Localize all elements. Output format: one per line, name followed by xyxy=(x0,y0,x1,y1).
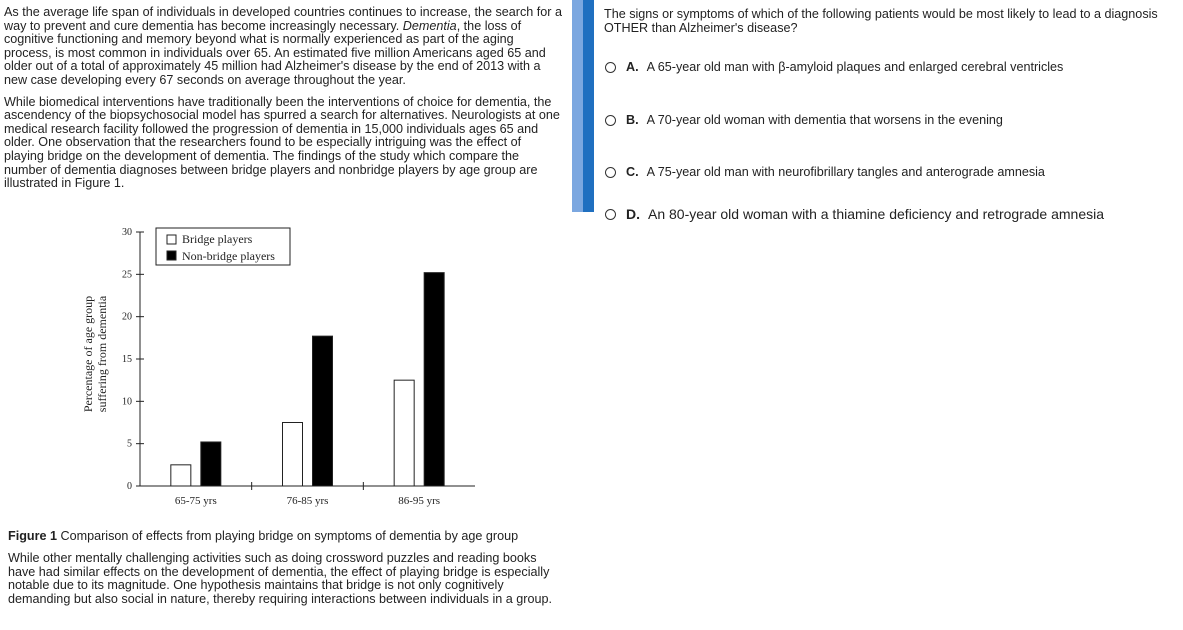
y-tick-label: 15 xyxy=(122,354,132,365)
legend-label-bridge: Bridge players xyxy=(182,232,253,246)
radio-icon[interactable] xyxy=(605,209,616,220)
y-tick-label: 5 xyxy=(127,438,132,450)
x-tick-label: 65-75 yrs xyxy=(174,495,217,507)
bar-bridge-1 xyxy=(283,423,303,487)
legend-swatch-nonbridge xyxy=(167,251,176,260)
x-tick-label: 76-85 yrs xyxy=(286,495,329,507)
x-tick-label: 86-95 yrs xyxy=(398,495,441,507)
passage xyxy=(4,6,564,199)
x-tick-labels xyxy=(175,495,440,507)
y-axis-label-1: Percentage of age group xyxy=(81,295,95,413)
figure-caption: Figure 1 Comparison of effects from playing bridge on symptoms of dementia by age group xyxy=(8,529,519,543)
legend-swatch-bridge xyxy=(167,235,176,244)
passage-paragraph-2: While biomedical interventions have traditionally been the interventions of choice for dementia, the ascendency of the biopsychosocial model has spurred a search for alternatives. Neurologists at one medical research facility followed the progression of dementia in 15,000 individuals ages 65 and older. One observation that the researchers found to be especially intriguing was the effect of playing bridge on the development of dementia. The findings of the study which compare the number of dementia diagnoses between bridge players and nonbridge players by age group are illustrated in Figure 1. xyxy=(4,94,560,191)
radio-icon[interactable] xyxy=(605,167,616,178)
bar-bridge-2 xyxy=(394,380,414,486)
bar-nonbridge-2 xyxy=(424,273,444,486)
pane-divider[interactable] xyxy=(572,0,594,212)
option-c[interactable]: C. A 75-year old man with neurofibrillary tangles and anterograde amnesia xyxy=(605,165,1045,179)
bar-bridge-0 xyxy=(171,465,191,486)
y-tick-label: 20 xyxy=(122,311,132,323)
option-b[interactable]: B. A 70-year old woman with dementia that worsens in the evening xyxy=(605,113,1003,127)
chart-legend xyxy=(156,228,290,265)
option-a[interactable]: A. A 65-year old man with β-amyloid plaques and enlarged cerebral ventricles xyxy=(605,60,1063,74)
dementia-term: Dementia xyxy=(402,18,457,33)
passage-paragraph-1: As the average life span of individuals in developed countries continues to increase, the search for a way to prevent and cure dementia has become increasingly necessary. Dementia, the loss of cognitive functioning and memory beyond what is normally experienced as part of the aging process, is most common in individuals over 65. An estimated five million Americans aged 65 and older out of a total of approximately 45 million had Alzheimer's disease by the end of 2013 with a new case developing every 67 seconds on average throughout the year. xyxy=(4,5,562,87)
bar-nonbridge-1 xyxy=(313,336,333,486)
option-d[interactable]: D. An 80-year old woman with a thiamine deficiency and retrograde amnesia xyxy=(605,206,1104,222)
radio-icon[interactable] xyxy=(605,62,616,73)
y-axis-label-2: suffering from dementia xyxy=(95,295,109,413)
y-tick-label: 0 xyxy=(127,481,132,492)
y-tick-label: 30 xyxy=(122,227,132,238)
y-tick-label: 25 xyxy=(122,269,132,281)
chart-bars xyxy=(171,273,444,486)
bar-nonbridge-0 xyxy=(201,442,221,486)
y-tick-label: 10 xyxy=(122,396,132,408)
question-stem: The signs or symptoms of which of the following patients would be most likely to lead to a diagnosis OTHER than Alzheimer's disease? xyxy=(604,7,1158,35)
radio-icon[interactable] xyxy=(605,115,616,126)
legend-label-nonbridge: Non-bridge players xyxy=(182,249,275,263)
figure-1-chart xyxy=(78,222,488,514)
passage-paragraph-3: While other mentally challenging activities such as doing crossword puzzles and reading books have had similar effects on the development of dementia, the effect of playing bridge is especially notable due to its magnitude. One hypothesis maintains that bridge is not only cognitively demanding but also social in nature, thereby requiring interactions between individuals in a group. xyxy=(8,551,552,606)
